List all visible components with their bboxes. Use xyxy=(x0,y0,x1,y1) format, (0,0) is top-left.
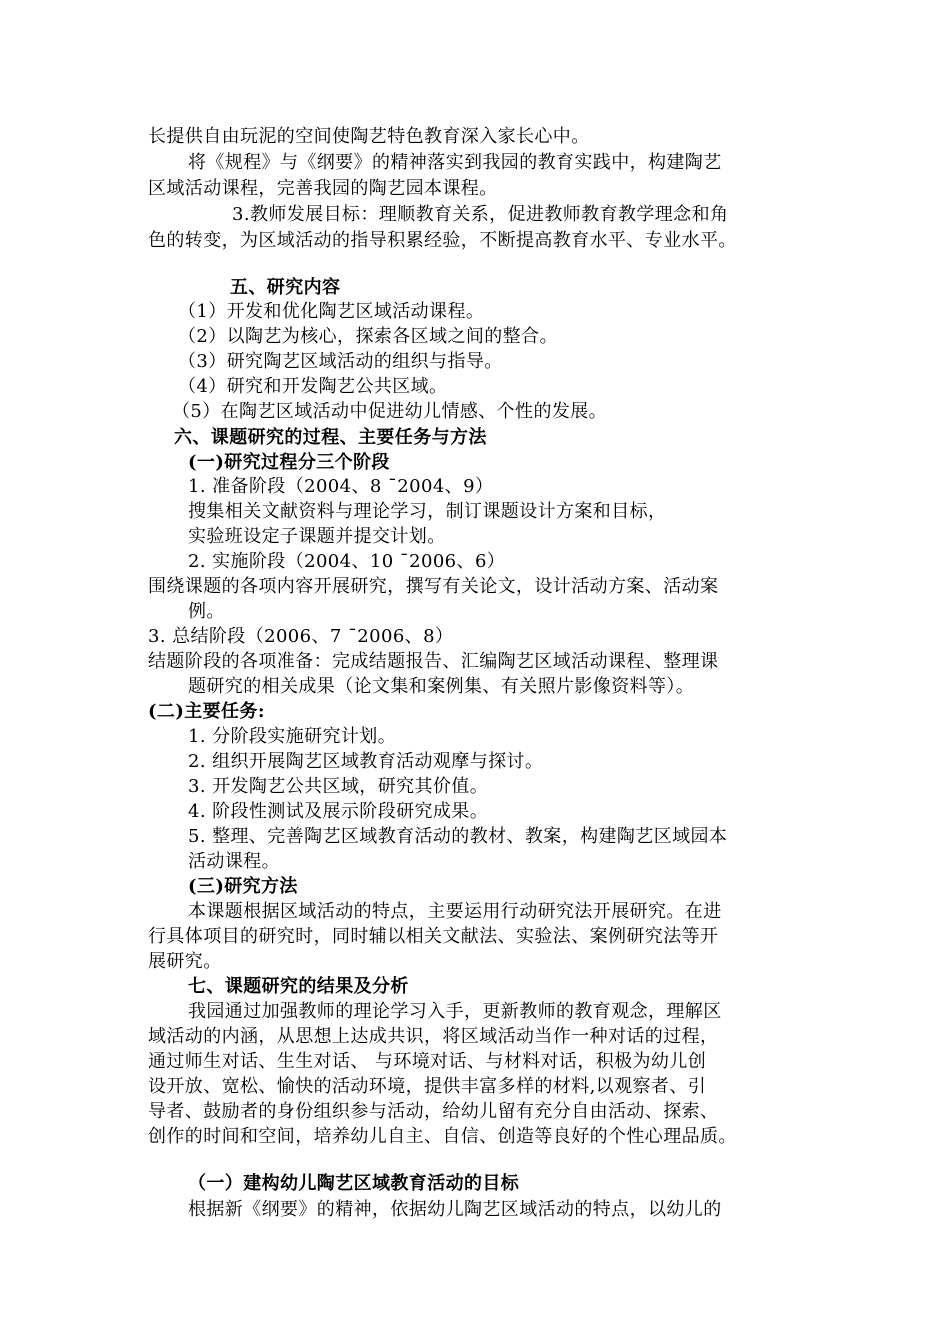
section7-line-3: 通过师生对话、生生对话、 与环境对话、与材料对话，积极为幼儿创 xyxy=(148,1051,707,1072)
method-line-2: 行具体项目的研究时，同时辅以相关文献法、实验法、案例研究法等开 xyxy=(148,926,719,947)
section7-line-6: 创作的时间和空间，培养幼儿自主、自信、创造等良好的个性心理品质。 xyxy=(148,1126,737,1147)
stage1-line-1: 搜集相关文献资料与理论学习，制订课题设计方案和目标， xyxy=(188,501,667,522)
task-3: 3. 开发陶艺公共区域，研究其价值。 xyxy=(188,776,489,797)
section6-sub1-heading: (一)研究过程分三个阶段 xyxy=(188,452,390,473)
task-1: 1. 分阶段实施研究计划。 xyxy=(188,726,397,747)
section7-line-1: 我园通过加强教师的理论学习入手，更新教师的教育观念，理解区 xyxy=(188,1001,722,1022)
stage2-title: 2. 实施阶段（2004、10 ¯2006、6） xyxy=(188,551,506,572)
stage3-title: 3. 总结阶段（2006、7 ¯2006、8） xyxy=(148,626,454,647)
section7-sub1-line: 根据新《纲要》的精神，依据幼儿陶艺区域活动的特点，以幼儿的 xyxy=(188,1199,722,1220)
section5-item-1: （1）开发和优化陶艺区域活动课程。 xyxy=(178,301,485,322)
intro-line-1: 长提供自由玩泥的空间使陶艺特色教育深入家长心中。 xyxy=(148,126,590,147)
section5-item-4: （4）研究和开发陶艺公共区域。 xyxy=(178,376,448,397)
section7-heading: 七、课题研究的结果及分析 xyxy=(188,976,409,997)
section5-item-3: （3）研究陶艺区域活动的组织与指导。 xyxy=(178,351,503,372)
section6-heading: 六、课题研究的过程、主要任务与方法 xyxy=(174,427,487,448)
section7-sub1-heading: （一）建构幼儿陶艺区域教育活动的目标 xyxy=(188,1173,520,1194)
intro-line-3: 区域活动课程，完善我园的陶艺园本课程。 xyxy=(148,178,498,199)
stage2-line-2: 例。 xyxy=(188,601,225,622)
method-line-1: 本课题根据区域活动的特点，主要运用行动研究法开展研究。在进 xyxy=(188,901,722,922)
intro-line-4: 3.教师发展目标：理顺教育关系，促进教师教育教学理念和角 xyxy=(232,204,729,225)
section6-sub3-heading: (三)研究方法 xyxy=(188,876,298,897)
task-4: 4. 阶段性测试及展示阶段研究成果。 xyxy=(188,801,489,822)
section5-item-2: （2）以陶艺为核心，探索各区域之间的整合。 xyxy=(178,326,558,347)
task-5: 5. 整理、完善陶艺区域教育活动的教材、教案，构建陶艺区域园本 xyxy=(188,826,728,847)
section7-line-2: 域活动的内涵，从思想上达成共识，将区域活动当作一种对话的过程， xyxy=(148,1026,719,1047)
intro-line-5: 色的转变，为区域活动的指导积累经验，不断提高教育水平、专业水平。 xyxy=(148,230,737,251)
stage2-line-1: 围绕课题的各项内容开展研究，撰写有关论文，设计活动方案、活动案 xyxy=(148,576,719,597)
section5-heading: 五、研究内容 xyxy=(230,277,341,298)
section6-sub2-heading: (二)主要任务: xyxy=(148,701,265,722)
stage1-line-2: 实验班设定子课题并提交计划。 xyxy=(188,526,446,547)
intro-line-2: 将《规程》与《纲要》的精神落实到我园的教育实践中，构建陶艺 xyxy=(188,152,722,173)
section5-item-5: （5）在陶艺区域活动中促进幼儿情感、个性的发展。 xyxy=(172,401,608,422)
task-5-cont: 活动课程。 xyxy=(188,851,280,872)
section7-line-4: 设开放、宽松、愉快的活动环境，提供丰富多样的材料,以观察者、引 xyxy=(148,1076,707,1097)
stage3-line-2: 题研究的相关成果（论文集和案例集、有关照片影像资料等）。 xyxy=(188,676,695,697)
task-2: 2. 组织开展陶艺区域教育活动观摩与探讨。 xyxy=(188,751,544,772)
method-line-3: 展研究。 xyxy=(148,951,222,972)
stage1-title: 1. 准备阶段（2004、8 ¯2004、9） xyxy=(188,476,494,497)
stage3-line-1: 结题阶段的各项准备：完成结题报告、汇编陶艺区域活动课程、整理课 xyxy=(148,651,719,672)
section7-line-5: 导者、鼓励者的身份组织参与活动，给幼儿留有充分自由活动、探索、 xyxy=(148,1101,719,1122)
